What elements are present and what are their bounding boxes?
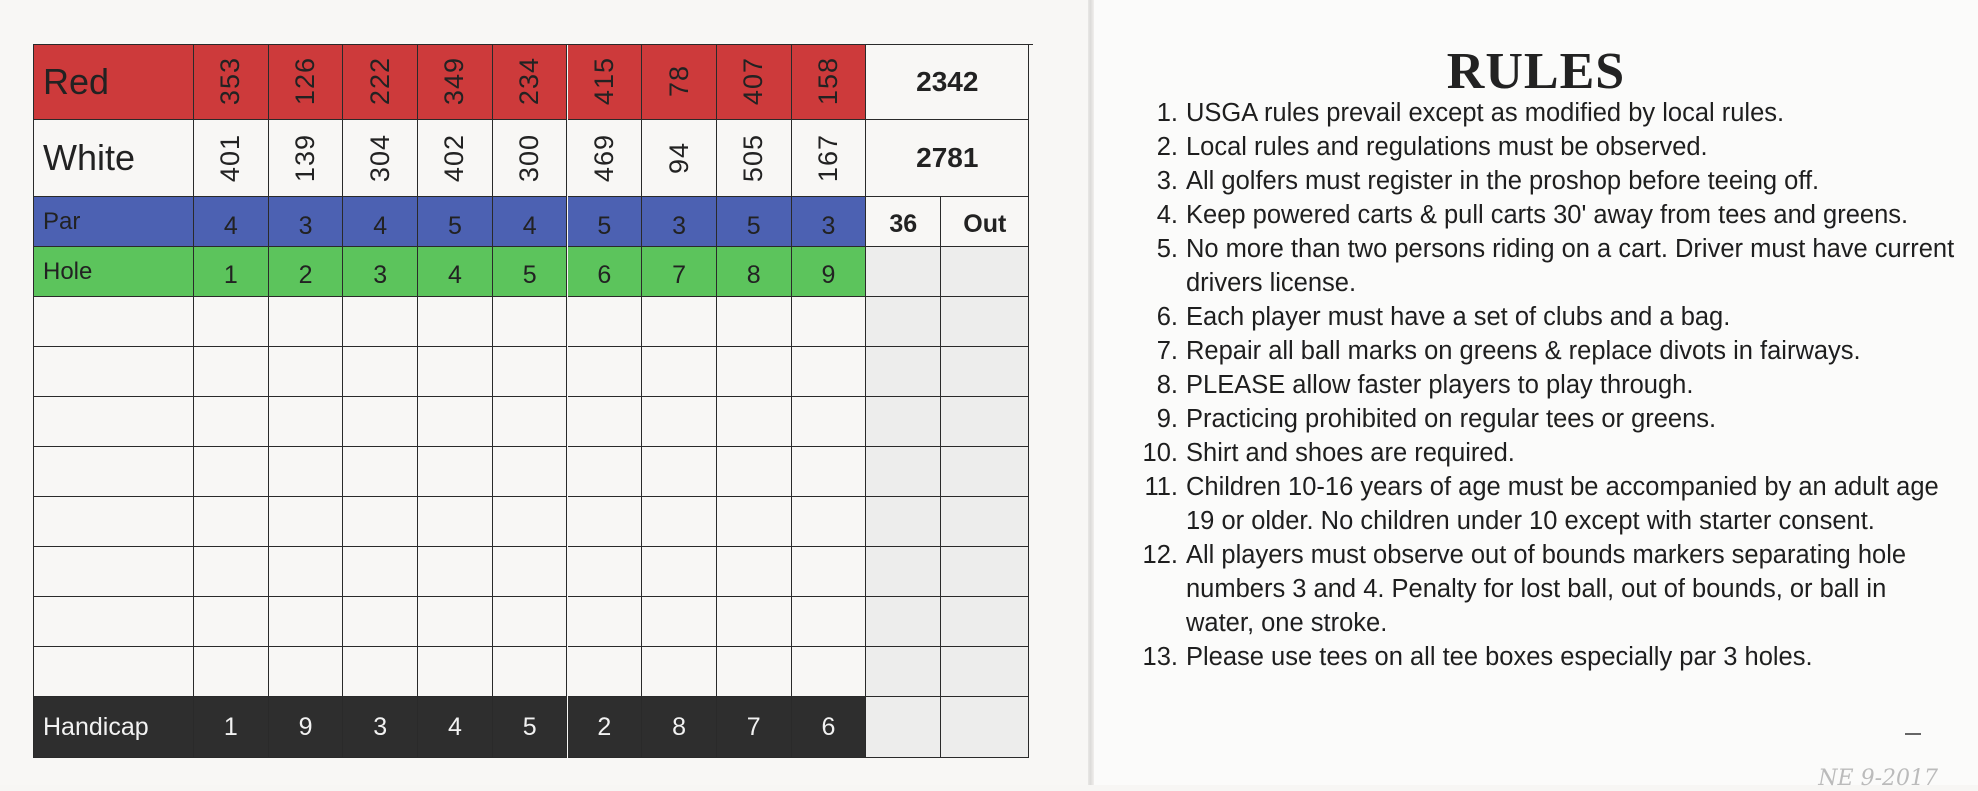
blank-score-cell[interactable] [717,547,792,597]
score-cell [269,197,344,247]
blank-score-cell[interactable] [194,397,269,447]
scorecard-row [33,120,1033,197]
scorecard-row [33,247,1033,297]
yardage-value: 9 [821,261,836,289]
score-cell [642,697,717,758]
blank-score-cell[interactable] [642,297,717,347]
yardage-value: 6 [597,261,612,289]
total-blank-cell[interactable] [941,397,1029,447]
total-blank-cell[interactable] [866,547,941,597]
rule-number: 7. [1156,337,1178,365]
rule-text: All players must observe out of bounds markers separating hole numbers 3 and 4. Penalty for lost ball, out of bounds, or ball in water, one stroke. [1186,541,1907,637]
blank-score-cell[interactable] [642,347,717,397]
yardage-value: 4 [447,261,462,289]
total-blank-cell[interactable] [941,447,1029,497]
total-blank-cell[interactable] [941,697,1029,758]
blank-score-cell[interactable] [418,397,493,447]
row-label: Handicap [33,697,194,758]
scorecard-row [33,44,1033,120]
blank-score-cell[interactable] [717,597,792,647]
score-cell [493,44,568,120]
blank-score-cell[interactable] [642,597,717,647]
scorecard-row [33,497,1033,547]
blank-score-cell[interactable] [194,447,269,497]
row-label: Hole [33,247,194,297]
total-blank-cell[interactable] [941,347,1029,397]
blank-score-cell[interactable] [194,497,269,547]
row-label [33,447,194,497]
score-cell [792,44,867,120]
rule-item [1136,640,1956,674]
total-blank-cell[interactable] [866,597,941,647]
rule-text: No more than two persons riding on a cart. Driver must have current drivers license. [1186,235,1955,297]
blank-score-cell[interactable] [493,297,568,347]
pen-mark [1905,733,1921,735]
score-cell [418,697,493,758]
blank-score-cell[interactable] [343,497,418,547]
row-label [33,297,194,347]
score-cell [717,44,792,120]
row-label [33,397,194,447]
scorecard-row [33,347,1033,397]
rule-text: All golfers must register in the proshop before teeing off. [1186,167,1820,195]
rule-item [1136,402,1956,436]
score-cell [717,697,792,758]
rule-item [1136,300,1956,334]
blank-score-cell[interactable] [343,347,418,397]
blank-score-cell[interactable] [493,397,568,447]
rule-number: 13. [1142,643,1178,671]
blank-score-cell[interactable] [568,547,643,597]
score-cell [493,247,568,297]
rule-item [1136,96,1956,130]
yardage-value: 4 [447,712,462,741]
rule-text: Practicing prohibited on regular tees or greens. [1186,405,1717,433]
score-cell [194,120,269,197]
row-label [33,647,194,697]
rule-text: Keep powered carts & pull carts 30' away from tees and greens. [1186,201,1909,229]
blank-score-cell[interactable] [269,497,344,547]
yardage-value: 5 [522,712,537,741]
yardage-value: 9 [298,712,313,741]
yardage-value: 4 [522,212,537,240]
score-cell [568,197,643,247]
score-cell [717,120,792,197]
total-blank-cell[interactable] [866,347,941,397]
score-cell [343,197,418,247]
total-cell: 2342 [866,44,1029,120]
score-cell [418,44,493,120]
rule-number: 2. [1156,133,1178,161]
score-cell [269,44,344,120]
yardage-value: 2 [298,261,313,289]
rule-number: 1. [1156,99,1178,127]
blank-score-cell[interactable] [717,297,792,347]
yardage-value: 415 [588,57,619,106]
blank-score-cell[interactable] [792,547,867,597]
blank-score-cell[interactable] [717,447,792,497]
yardage-value: 3 [821,212,836,240]
score-cell [568,247,643,297]
total-blank-cell[interactable] [941,547,1029,597]
scorecard-row [33,297,1033,347]
yardage-value: 349 [439,57,470,106]
blank-score-cell[interactable] [418,497,493,547]
row-label [33,497,194,547]
blank-score-cell[interactable] [269,597,344,647]
rule-number: 8. [1156,371,1178,399]
blank-score-cell[interactable] [717,397,792,447]
rule-number: 10. [1142,439,1178,467]
yardage-value: 3 [373,261,388,289]
score-cell [568,697,643,758]
rule-item [1136,232,1956,300]
yardage-value: 222 [364,57,395,106]
blank-score-cell[interactable] [194,547,269,597]
score-cell [717,247,792,297]
total-blank-cell[interactable] [941,497,1029,547]
blank-score-cell[interactable] [792,447,867,497]
blank-score-cell[interactable] [269,447,344,497]
blank-score-cell[interactable] [792,347,867,397]
blank-score-cell[interactable] [343,547,418,597]
yardage-value: 78 [663,65,694,98]
yardage-value: 1 [223,712,238,741]
yardage-value: 8 [672,712,686,741]
yardage-value: 8 [746,261,761,289]
score-cell [642,44,717,120]
row-label [33,547,194,597]
yardage-value: 353 [215,57,246,106]
yardage-value: 126 [290,57,321,106]
blank-score-cell[interactable] [418,297,493,347]
blank-score-cell[interactable] [418,447,493,497]
total-blank-cell[interactable] [866,297,941,347]
blank-score-cell[interactable] [568,597,643,647]
score-cell [269,120,344,197]
score-cell [418,247,493,297]
rule-number: 5. [1156,235,1178,263]
yardage-value: 300 [514,133,545,183]
yardage-value: 469 [588,133,619,183]
blank-score-cell[interactable] [343,397,418,447]
rule-text: PLEASE allow faster players to play through. [1186,371,1694,399]
blank-score-cell[interactable] [343,597,418,647]
rule-number: 3. [1156,167,1178,195]
blank-score-cell[interactable] [343,647,418,697]
yardage-value: 7 [746,712,761,741]
blank-score-cell[interactable] [642,647,717,697]
blank-score-cell[interactable] [568,497,643,547]
yardage-value: 505 [738,133,769,183]
rule-text: Each player must have a set of clubs and a bag. [1186,303,1731,331]
score-cell [269,697,344,758]
blank-score-cell[interactable] [493,597,568,647]
yardage-value: 94 [663,141,694,175]
blank-score-cell[interactable] [792,597,867,647]
rule-item [1136,164,1956,198]
rule-item [1136,130,1956,164]
blank-score-cell[interactable] [493,647,568,697]
blank-score-cell[interactable] [717,647,792,697]
blank-score-cell[interactable] [568,447,643,497]
blank-score-cell[interactable] [792,647,867,697]
blank-score-cell[interactable] [493,547,568,597]
blank-score-cell[interactable] [269,547,344,597]
scorecard-row [33,647,1033,697]
total-blank-cell[interactable] [941,647,1029,697]
rule-item [1136,198,1956,232]
blank-score-cell[interactable] [269,297,344,347]
rule-text: Local rules and regulations must be observed. [1186,133,1708,161]
yardage-value: 6 [821,712,836,741]
score-cell [194,197,269,247]
blank-score-cell[interactable] [418,647,493,697]
score-cell [568,44,643,120]
rule-item [1136,470,1956,538]
blank-score-cell[interactable] [792,397,867,447]
score-cell [194,247,269,297]
blank-score-cell[interactable] [717,347,792,397]
blank-score-cell[interactable] [642,397,717,447]
total-blank-cell[interactable] [941,297,1029,347]
blank-score-cell[interactable] [194,297,269,347]
yardage-value: 139 [290,133,321,183]
rule-text: Children 10-16 years of age must be accompanied by an adult age 19 or older. No children under 10 except with starter consent. [1186,473,1939,535]
score-cell [792,697,867,758]
scorecard-row [33,197,1033,247]
yardage-value: 3 [672,212,686,240]
blank-score-cell[interactable] [493,497,568,547]
score-cell [194,697,269,758]
scorecard-row [33,697,1033,758]
rule-text: Please use tees on all tee boxes especially par 3 holes. [1186,643,1813,671]
blank-score-cell[interactable] [194,347,269,397]
scorecard-row [33,447,1033,497]
score-cell [642,120,717,197]
score-cell [792,247,867,297]
yardage-value: 167 [812,133,843,183]
par-total: 36 [866,197,941,247]
row-label [33,347,194,397]
score-cell [418,120,493,197]
blank-score-cell[interactable] [568,647,643,697]
score-cell [343,697,418,758]
blank-score-cell[interactable] [194,647,269,697]
total-cell: 2781 [866,120,1029,197]
blank-score-cell[interactable] [343,447,418,497]
total-blank-cell[interactable] [866,447,941,497]
blank-score-cell[interactable] [642,547,717,597]
score-cell [493,120,568,197]
rules-list [1136,96,1956,674]
blank-score-cell[interactable] [642,497,717,547]
yardage-value: 5 [746,212,761,240]
rule-number: 12. [1142,541,1178,569]
yardage-value: 4 [373,212,388,240]
yardage-value: 5 [522,261,537,289]
blank-score-cell[interactable] [717,497,792,547]
blank-score-cell[interactable] [194,597,269,647]
blank-score-cell[interactable] [642,447,717,497]
blank-score-cell[interactable] [568,297,643,347]
score-cell [269,247,344,297]
rule-number: 11. [1144,473,1178,501]
blank-score-cell[interactable] [568,347,643,397]
score-cell [493,697,568,758]
rule-text: Repair all ball marks on greens & replace divots in fairways. [1186,337,1861,365]
blank-score-cell[interactable] [493,447,568,497]
score-cell [493,197,568,247]
score-cell [642,247,717,297]
rule-number: 6. [1156,303,1178,331]
rule-text: USGA rules prevail except as modified by local rules. [1186,99,1785,127]
score-cell [717,197,792,247]
score-cell [343,120,418,197]
blank-score-cell[interactable] [418,547,493,597]
score-cell [568,120,643,197]
row-label [33,597,194,647]
yardage-value: 407 [738,57,769,106]
score-cell [792,197,867,247]
row-label: White [33,120,194,197]
rule-item [1136,368,1956,402]
total-blank-cell[interactable] [941,597,1029,647]
rule-text: Shirt and shoes are required. [1186,439,1515,467]
score-cell [343,247,418,297]
row-label: Par [33,197,194,247]
yardage-value: 401 [215,133,246,183]
out-label: Out [941,197,1029,247]
scorecard-grid [33,44,1033,758]
total-blank-cell[interactable] [866,647,941,697]
score-cell [343,44,418,120]
scorecard-row [33,547,1033,597]
total-blank-cell[interactable] [866,397,941,447]
total-blank-cell[interactable] [866,697,941,758]
score-cell [418,197,493,247]
handwritten-initials: NE 9-2017 [1818,766,1938,791]
yardage-value: 5 [447,212,462,240]
blank-score-cell[interactable] [269,647,344,697]
scorecard-row [33,397,1033,447]
blank-score-cell[interactable] [269,397,344,447]
yardage-value: 3 [373,712,388,741]
yardage-value: 2 [597,712,612,741]
blank-score-cell[interactable] [493,347,568,397]
yardage-value: 3 [298,212,313,240]
blank-score-cell[interactable] [568,397,643,447]
rules-panel [1094,0,1978,791]
score-cell [792,120,867,197]
total-blank-cell[interactable] [941,247,1029,297]
yardage-value: 7 [672,261,686,289]
yardage-value: 4 [223,212,238,240]
blank-score-cell[interactable] [792,497,867,547]
blank-score-cell[interactable] [269,347,344,397]
blank-score-cell[interactable] [792,297,867,347]
yardage-value: 304 [364,133,395,183]
yardage-value: 1 [223,261,238,289]
rule-item [1136,538,1956,640]
rule-item [1136,334,1956,368]
score-cell [642,197,717,247]
yardage-value: 402 [439,133,470,183]
yardage-value: 158 [812,57,843,106]
blank-score-cell[interactable] [343,297,418,347]
yardage-value: 5 [597,212,612,240]
total-blank-cell[interactable] [866,247,941,297]
rule-item [1136,436,1956,470]
total-blank-cell[interactable] [866,497,941,547]
score-cell [194,44,269,120]
blank-score-cell[interactable] [418,347,493,397]
rule-number: 4. [1156,201,1178,229]
row-label: Red [33,44,194,120]
rule-number: 9. [1156,405,1178,433]
scorecard-row [33,597,1033,647]
rules-title: RULES [1446,43,1626,100]
blank-score-cell[interactable] [418,597,493,647]
yardage-value: 234 [514,57,545,106]
